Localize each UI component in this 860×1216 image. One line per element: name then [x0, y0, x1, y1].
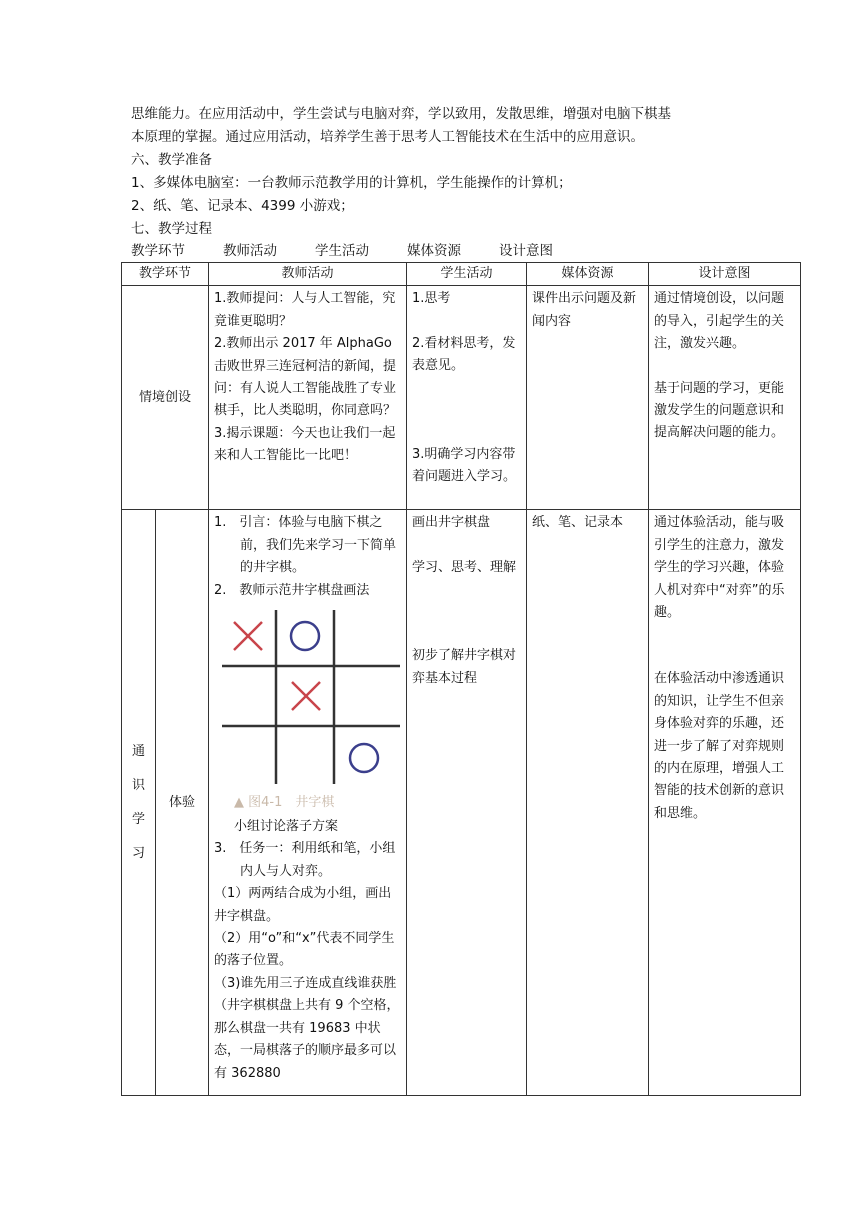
teacher-task-1: 3. 任务一：利用纸和笔，小组内人与人对弈。: [214, 841, 396, 879]
student-item-3: 初步了解井字棋对弈基本过程: [412, 648, 517, 686]
design-item-1: 通过体验活动，能与吸引学生的注意力，激发学生的学习兴趣，体验人机对弈中“对弈”的乐趣。: [654, 515, 785, 621]
stage-experience: 体验: [156, 510, 209, 1096]
figure-caption: ▲ 图4-1 井字棋: [234, 795, 335, 811]
design-cell: [649, 286, 801, 510]
teacher-activity-cell: [209, 510, 407, 1096]
col-header-media: 媒体资源: [527, 263, 649, 286]
tic-tac-toe-figure: [220, 608, 400, 816]
teacher-sub-1: （1）两两结合成为小组，画出井字棋盘。: [214, 886, 392, 924]
media-cell: 纸、笔、记录本: [527, 510, 649, 1096]
student-item-1: 1.思考: [412, 291, 451, 307]
header-line-stage: 教学环节: [131, 243, 185, 259]
teacher-sub-3: （3)谁先用三子连成直线谁获胜（井字棋棋盘上共有 9 个空格，那么棋盘一共有 19683 中状态，一局棋落子的顺序最多可以有 362880: [214, 975, 400, 1081]
student-activity-cell: [407, 510, 527, 1096]
teacher-activity-cell: [209, 286, 407, 510]
stage-situation: 情境创设: [122, 286, 209, 510]
design-item-2: 基于问题的学习，更能激发学生的问题意识和提高解决问题的能力。: [654, 380, 785, 441]
intro-line-2: 本原理的掌握。通过应用活动，培养学生善于思考人工智能技术在生活中的应用意识。: [131, 129, 644, 145]
process-header-line: [131, 242, 553, 260]
teacher-sub-2: （2）用“o”和“x”代表不同学生的落子位置。: [214, 931, 395, 969]
teacher-intro: 1. 引言：体验与电脑下棋之前，我们先来学习一下简单的井字棋。: [214, 515, 397, 576]
design-item-1: 通过情境创设，以问题的导入，引起学生的关注，激发兴趣。: [654, 291, 785, 352]
design-item-2: 在体验活动中渗透通识的知识，让学生不但亲身体验对弈的乐趣，还进一步了解了对弈规则的内在原理，增强人工智能的技术创新的意识和思维。: [654, 671, 785, 821]
section-7-heading: 七、教学过程: [131, 221, 212, 237]
student-activity-cell: [407, 286, 527, 510]
student-item-1: 画出井字棋盘: [412, 515, 491, 531]
table-row: [122, 510, 801, 1096]
header-line-media: 媒体资源: [407, 243, 461, 259]
teaching-process-table: [121, 262, 801, 1096]
student-item-3: 3.明确学习内容带着问题进入学习。: [412, 446, 517, 485]
student-item-2: 学习、思考、理解: [412, 559, 517, 575]
teacher-item-3: 3.揭示课题：今天也让我们一起来和人工智能比一比吧！: [214, 425, 396, 464]
col-header-teacher: 教师活动: [209, 263, 407, 286]
intro-line-1: 思维能力。在应用活动中，学生尝试与电脑对弈，学以致用，发散思维，增强对电脑下棋基: [131, 106, 671, 122]
header-line-teacher: 教师活动: [223, 243, 277, 259]
prep-item-1: 1、多媒体电脑室：一台教师示范教学用的计算机，学生能操作的计算机；: [131, 175, 572, 191]
teacher-item-2: 2.教师出示 2017 年 AlphaGo 击败世界三连冠柯洁的新闻，提问：有人说人工智能战胜了专业棋手，比人类聪明，你同意吗？: [214, 336, 397, 419]
prep-item-2: 2、纸、笔、记录本、4399 小游戏；: [131, 198, 354, 214]
design-cell: [649, 510, 801, 1096]
col-header-student: 学生活动: [407, 263, 527, 286]
media-cell: 课件出示问题及新闻内容: [527, 286, 649, 510]
col-header-stage: 教学环节: [122, 263, 209, 286]
teacher-demo: 2. 教师示范井字棋盘画法: [214, 582, 370, 598]
section-6-heading: 六、教学准备: [131, 152, 212, 168]
header-line-student: 学生活动: [315, 243, 369, 259]
table-header-row: [122, 263, 801, 286]
teacher-item-1: 1.教师提问：人与人工智能，究竟谁更聪明？: [214, 291, 396, 329]
stage-general-learning: 通 识 学 习: [122, 510, 156, 1096]
header-line-design: 设计意图: [499, 243, 553, 259]
table-row: [122, 286, 801, 510]
student-item-2: 2.看材料思考，发表意见。: [412, 335, 516, 374]
teacher-discuss: 小组讨论落子方案: [234, 819, 339, 835]
col-header-design: 设计意图: [649, 263, 801, 286]
